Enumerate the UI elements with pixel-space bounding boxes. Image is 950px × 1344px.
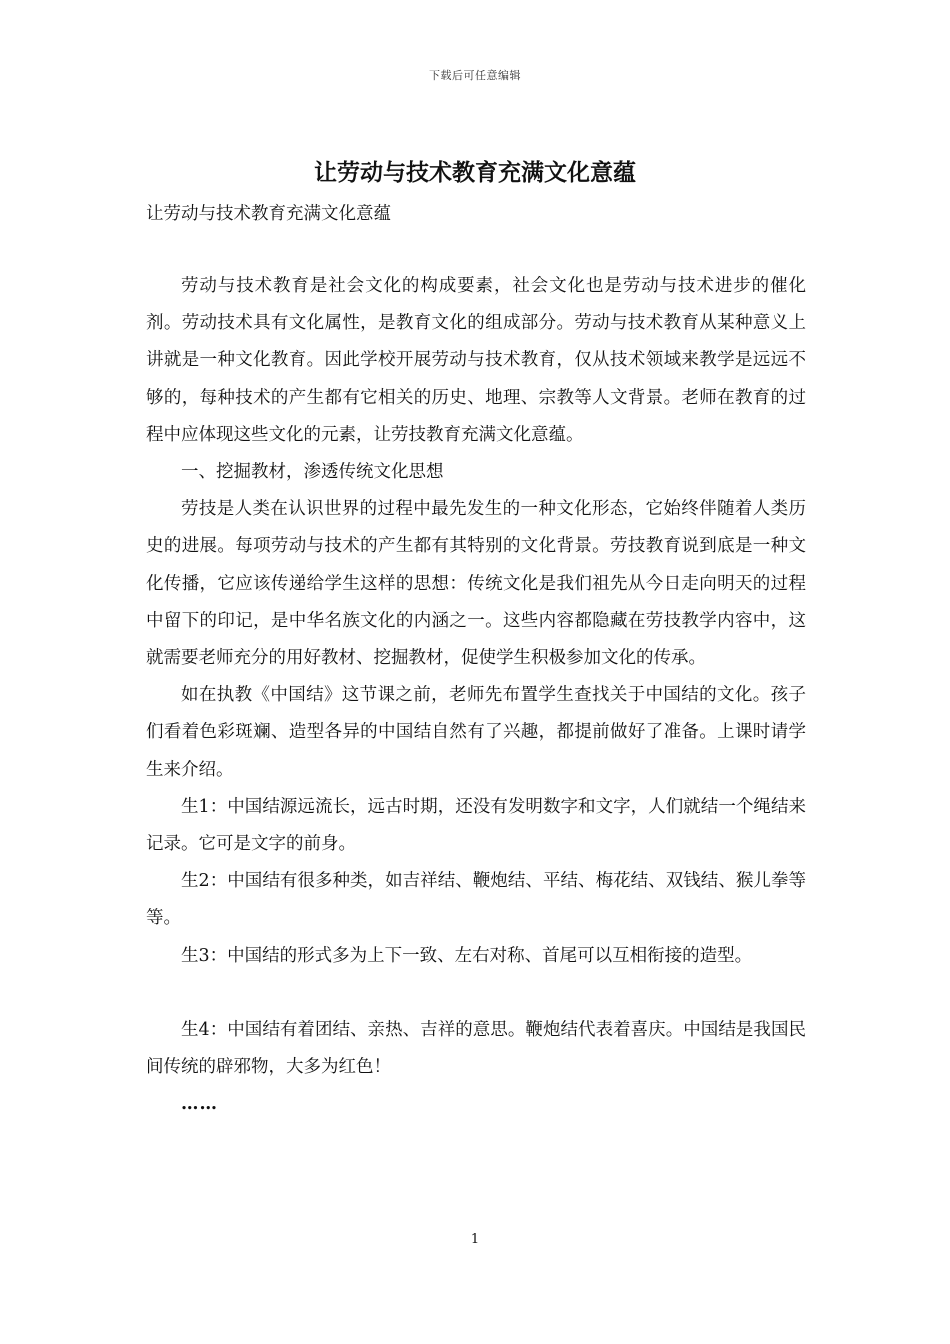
section-heading-1: 一、挖掘教材，渗透传统文化思想	[181, 462, 444, 483]
document-body	[146, 268, 806, 1123]
paragraph-example: 如在执教《中国结》这节课之前，老师先布置学生查找关于中国结的文化。孩子们看着色彩斑斓、造型各异的中国结自然有了兴趣，都提前做好了准备。上课时请学生来介绍。	[146, 685, 806, 780]
paragraph-section-1: 劳技是人类在认识世界的过程中最先发生的一种文化形态，它始终伴随着人类历史的进展。每项劳动与技术的产生都有其特别的文化背景。劳技教育说到底是一种文化传播，它应该传递给学生这样的思想：传统文化是我们祖先从今日走向明天的过程中留下的印记，是中华名族文化的内涵之一。这些内容都隐藏在劳技教学内容中，这就需要老师充分的用好教材、挖掘教材，促使学生积极参加文化的传承。	[146, 499, 806, 669]
paragraph-student-1: 生1：中国结源远流长，远古时期，还没有发明数字和文字，人们就结一个绳结来记录。它可是文字的前身。	[146, 796, 806, 855]
page-number: 1	[470, 1232, 480, 1247]
paragraph-student-4: 生4：中国结有着团结、亲热、吉祥的意思。鞭炮结代表着喜庆。中国结是我国民间传统的辟邪物，大多为红色！	[146, 1019, 806, 1078]
paragraph-intro: 劳动与技术教育是社会文化的构成要素，社会文化也是劳动与技术进步的催化剂。劳动技术具有文化属性，是教育文化的组成部分。劳动与技术教育从某种意义上讲就是一种文化教育。因此学校开展劳动与技术教育，仅从技术领域来教学是远远不够的，每种技术的产生都有它相关的历史、地理、宗教等人文背景。老师在教育的过程中应体现这些文化的元素，让劳技教育充满文化意蕴。	[146, 276, 806, 445]
document-subtitle: 让劳动与技术教育充满文化意蕴	[146, 204, 391, 224]
ellipsis-line: ……	[181, 1094, 218, 1115]
document-title: 让劳动与技术教育充满文化意蕴	[314, 159, 636, 186]
paragraph-student-2: 生2：中国结有很多种类，如吉祥结、鞭炮结、平结、梅花结、双钱结、猴儿拳等等。	[146, 871, 806, 929]
header-note: 下载后可任意编辑	[429, 69, 521, 82]
paragraph-student-3: 生3：中国结的形式多为上下一致、左右对称、首尾可以互相衔接的造型。	[181, 945, 753, 966]
